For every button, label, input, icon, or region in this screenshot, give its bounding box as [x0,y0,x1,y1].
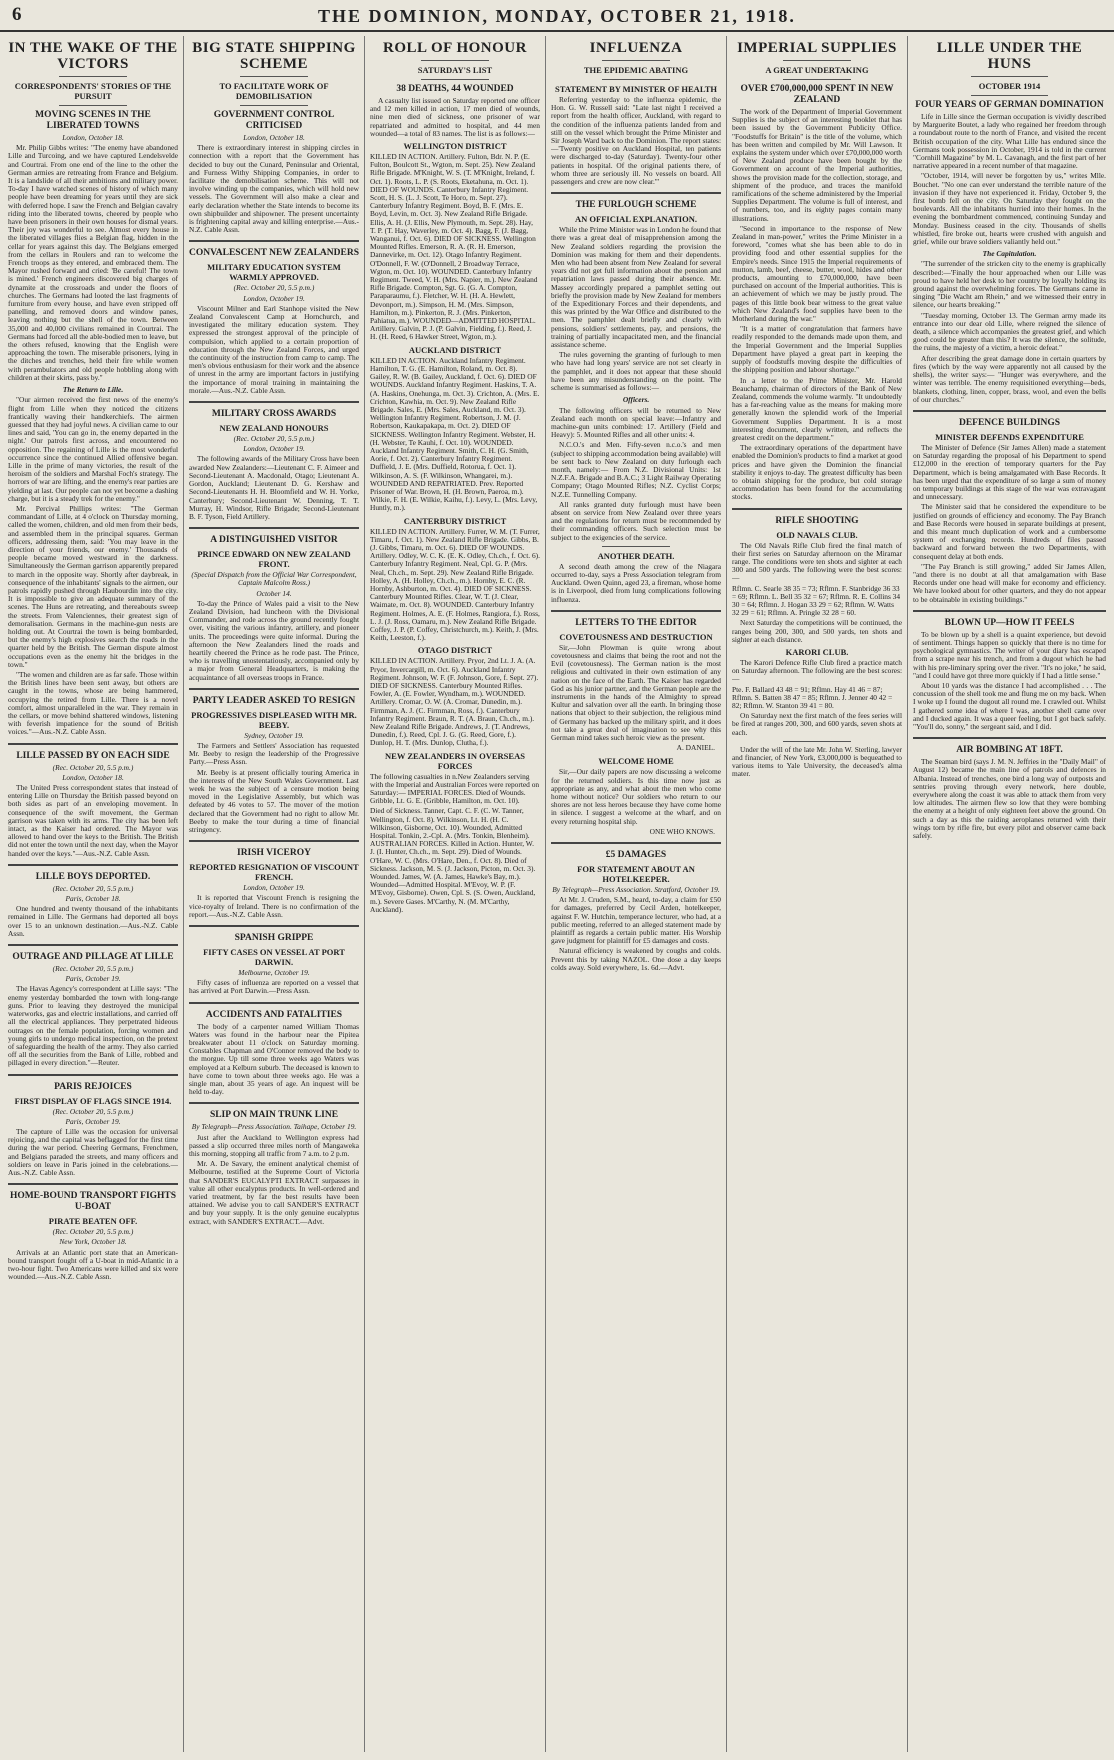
article-paragraph: To-day the Prince of Wales paid a visit to the New Zealand Division, had luncheon with the Divisional Commander, and rode across the ground recently fought over, visiting the various infantry, artillery, and pioneer units. The proceedings were quite informal. During the afternoon the New Zealanders lined the roads and heartily cheered the Prince as he rode past. The Prince, who is travelling unostentatiously, accompanied only by a major from General Headquarters, is making the acquaintance of all overseas troops in France. [189,598,359,682]
divider [8,743,178,745]
divider [971,95,1048,96]
page-number: 6 [12,4,22,25]
subheadline: FOR STATEMENT ABOUT AN HOTELKEEPER. [577,864,695,885]
article-paragraph: Referring yesterday to the influenza epidemic, the Hon. G. W. Russell said: "Late last night I received a report from the health officer, Auckland, with regard to the condition of the influenza patients landed from and still on the vessel which brought the Prime Minister and Sir Joseph Ward back to the Dominion. The report states:—'Twenty positive on Auckland Hospital, ten patients were discharged to-day (Saturday). Twenty-four other patients in hospital. Of the original patients there, of whom three are seriously ill. No vessels on board. All passengers and crew are now clear.'" [551,95,721,187]
dateline: London, October 19. [243,444,305,454]
article-paragraph: Next Saturday the competitions will be continued, the ranges being 200, 300, and 500 yards, ten shots and sighter at each distance. [732,618,902,644]
subheadline: FIRST DISPLAY OF FLAGS SINCE 1914. [14,1095,172,1106]
article-paragraph: Viscount Milner and Earl Stanhope visited the New Zealand Convalescent Camp at Hornchurch, and investigated the military education system. They expressed the strongest approval of the principle of compulsion, which applied to a certain proportion of education through the New Zealand Forces, and urged the continuity of the instruction from camp to camp. The men's obvious enthusiasm for their work and the absence of unrest in the army are important factors in justifying the importance of moral training in maintaining the morale.—Aus.-N.Z. Cable Assn. [189,303,359,395]
column-1 [8,36,178,1752]
headline: LETTERS TO THE EDITOR [575,617,697,628]
dateline: Paris, October 18. [65,894,121,904]
headline: BIG STATE SHIPPING SCHEME [192,40,356,72]
article-paragraph: The rules governing the granting of furlough to men who have had long years' service are not set clearly in the pamphlet, and it does not appear that these should have been any misunderstanding on the point. The scheme is summarised as follows:— [551,350,721,393]
article-paragraph: "It is a matter of congratulation that farmers have readily responded to the demands made upon them, and the Imperial Government and the Imperial Supplies Department have played a great part in keeping the supply of foodstuffs moving despite the difficulties of the shipping position and labour shortage." [732,324,902,375]
article-paragraph: All ranks granted duty furlough must have been absent on service from New Zealand over three years and the regulations for return must be recommended by their commanding officers. Such selection must be subject to the exigencies of the service. [551,499,721,542]
headline: PARTY LEADER ASKED TO RESIGN [192,695,356,706]
divider [240,105,308,106]
article-paragraph: "The women and children are as far safe. Those within the British lines have been sent away, but others are caught in the towns, whose are being hammered, occupying the retired from Lille. There is a novel comfort, almost unparalleled in the war. They remain in the cellars, or move behind shattered windows, listening with feverish impatience for the sound of British voices."—Aus.-N.Z. Cable Assn. [8,670,178,737]
divider [8,1183,178,1185]
divider [189,527,359,529]
divider [913,737,1106,739]
article-paragraph: The following awards of the Military Cross have been awarded New Zealanders:—Lieutenant C. F. Aimeer and Second-Lieutenant A. Macdonald, Otago; Lieutenant A. Gordon, Auckland; Lieutenant D. G. Kershaw and Second-Lieutenants H. H. Bloomfield and W. H. Yorke, Canterbury; Second-Lieutenant W. Denning, T. T. Murray, H. Windsor, Rifle Brigade; Second-Lieutenant B. F. Tyson, Field Artillery. [189,454,359,521]
subheadline: NEW ZEALAND HONOURS [219,423,329,434]
divider [602,60,670,61]
article-paragraph: A second death among the crew of the Niagara occurred to-day, says a Press Association telegram from Auckland. Owen Quinn, aged 23, a fireman, whose home is in Liverpool, died from lung complications following influenza. [551,561,721,604]
score-list: Pte. F. Ballard 43 48 = 91; Rflmn. Hay 41 46 = 87; Rflmn. S. Batten 38 47 = 85; Rflmn. J. Jenner 40 42 = 82; Rflmn. W. Stanton 39 41 = 80. [732,684,893,710]
divider [732,508,902,510]
section-subhead: The Return to Lille. [62,385,124,395]
subheadline: STATEMENT BY MINISTER OF HEALTH [554,84,717,94]
divider [971,76,1048,77]
divider [240,76,308,77]
article-paragraph: Mr. Philip Gibbs writes: "The enemy have abandoned Lille and Turcoing, and we have captured Lendelsvelde and Courtrai. From one end of the line to the other the German armies are retreating from France and Belgium. It is a landslide of all their ambitions and military power. To-day I have watched scenes of history of which many people have been dreaming for years until they are sick with deferred hope. I saw the French and Belgian cavalry riding into the liberated towns, cheered by people who have been prisoners in their own houses for dismal years. Their joy was wonderful to see. Almost every house in the liberated villages flies a Belgian flag, hidden in the cellar for years against this day. The Belgians emerged from the cellars in Roulers and ran to welcome the French troops as they entered, and embraced them. The Mayor rushed forward and cried: 'Be careful! The town is mined.' French engineers discovered big charges of dynamite at the crossroads and under the floors of churches. The Germans had looted the last fragments of furniture from every house, and have even stripped off panelling, and removed doors and window panes, leaving nothing but the shell of the town. Between 35,000 and 40,000 civilians remained in Courtrai. The Germans had forced all the able-bodied men to leave, but the others refused, knowing that the English were approaching the town. The miserable prisoners, lying in the ditches and trenches, held their fire while women with perambulators and old people hobbling along with children at their skirts, pass by." [8,143,178,382]
divider [189,1102,359,1104]
column-6 [913,36,1106,1752]
article-paragraph: To be blown up by a shell is a quaint experience, but devoid of sentiment. Things happen so quickly that there is no time for psychological gymnastics. The writer of your diary has escaped from a scrape near his trench, and from a dugout which he had with his pre-liminary spring over the river. "It's no joke," he said, "and I could have got three more quickly if I had a little sense." [913,629,1106,680]
divider [421,60,489,61]
article-paragraph: There is extraordinary interest in shipping circles in connection with a report that the Government has decided to buy out the Cunard, Peninsular and Oriental, and Furness Withy Shipping Companies, in order to facilitate the demobilisation scheme. This will not involve winding up the companies, which will hold new vessels. The Government will also make a clear and early declaration whether the State intends to become its own shipbuilder and shipowner. The present uncertainty is frightening capital away and killing enterprise.—Aus.-N.Z. Cable Assn. [189,143,359,235]
subheadline: A GREAT UNDERTAKING [765,65,869,75]
subheadline: FIFTY CASES ON VESSEL AT PORT DARWIN. [203,947,345,967]
article-paragraph: Under the will of the late Mr. John W. Sterling, lawyer and financier, of New York, £3,000,000 is bequeathed to various items to Yale University, the deceased's alma mater. [732,744,902,779]
headline: INFLUENZA [589,40,683,56]
dateline: London, October 18. [62,133,124,142]
headline: £5 DAMAGES [605,850,667,861]
subheadline: 38 DEATHS, 44 WOUNDED [396,84,514,94]
divider [602,546,670,547]
divider [189,1002,359,1004]
headline: LILLE UNDER THE HUNS [936,40,1083,72]
article-paragraph: The work of the Department of Imperial Government Supplies is the subject of an interesting booklet that has been issued by the Government Publicity Office. "Foodstuffs for Britain" is the title of the volume, which has been written and compiled by Mr. Will Lawson. It explains the system under which over £70,000,000 worth of New Zealand produce have been bought by the Government on account of the Imperial authorities, shows the provision made for the collection, storage, and shipment of the produce, and traces the manifold ramifications of the scheme administered by the Imperial Supplies Department. The volume is full of interest, and of numbers, too, and its eighty pages contain many illustrations. [732,107,902,223]
article-paragraph: The United Press correspondent states that instead of entering Lille on Thursday the British passed beyond on both sides as part of an enveloping movement. In consequence of the swift movement, the German garrison was taken with its arms. The city has been left intact, as the Kaiser had ordered. The Mayor was allowed to hand over the keys to the British. The British did not enter the town until the next day, when the Mayor handed over the keys."—Aus.-N.Z. Cable Assn. [8,783,178,858]
divider [8,944,178,946]
headline: THE FURLOUGH SCHEME [575,200,697,211]
dateline: By Telegraph—Press Association. Taihape, October 19. [191,1122,357,1132]
letter-signature: A. DANIEL. [676,743,715,753]
headline: ANOTHER DEATH. [597,550,675,561]
subheadline: PRINCE EDWARD ON NEW ZEALAND FRONT. [197,549,351,570]
subheadline: PROGRESSIVES DISPLEASED WITH MR. BEEBY. [191,709,357,730]
section-subhead: The Capitulation. [982,249,1037,259]
article-paragraph: N.C.O.'s and Men. Fifty-seven n.c.o.'s and men (subject to shipping accommodation being available) will be sent back to New Zealand on duty furlough each month, namely:— From N.Z. Divisional Units: 1st N.Z.F.A. Brigade and B.A.C.; 3 Light Railway Operating Company; Otago Mounted Rifles; N.Z. Cyclist Corps; N.Z.E. Tunnelling Company. [551,440,721,499]
dateline: (Rec. October 20, 5.5 p.m.) [52,1227,134,1237]
dateline: London, October 19. [243,293,305,303]
subheadline: OCTOBER 1914 [978,81,1041,91]
article-paragraph: In a letter to the Prime Minister, Mr. Harold Beauchamp, chairman of directors of the Bank of New Zealand, commends the volume warmly. "It undoubtedly has a far-reaching value as the means for making more generally known the splendid work of the Imperial Government Supplies Department. It is a most interesting document, clearly written, and reflects the greatest credit on the department." [732,375,902,442]
district-heading: CANTERBURY DISTRICT [403,515,507,526]
divider [189,401,359,403]
article-paragraph: It is reported that Viscount French is resigning the vice-royalty of Ireland. There is no confirmation of the report.—Aus.-N.Z. Cable Assn. [189,893,359,919]
article-paragraph: The capture of Lille was the occasion for universal rejoicing, and the capital was beflagged for the first time during the war period. Cheering Germans, Frenchmen, and Belgians paraded the streets, and many officers and soldiers on leave in Paris joined in the celebrations.—Aus.-N.Z. Cable Assn. [8,1126,178,1177]
article-paragraph: While the Prime Minister was in London he found that there was a great deal of misapprehension among the New Zealand soldiers regarding the provision the Dominion was making for them and their dependents. Men who had been absent from New Zealand for several years did not get full information about the pension and repatriation laws passed during their absence. Mr. Massey accordingly prepared a pamphlet setting out briefly the provision made by New Zealand for members of the Expeditionary Forces and their dependents, and this was printed by the War Office and distributed to the men. The pamphlet dealt briefly and clearly with pensions, soldiers' settlements, pay, and pensions, the training of partially incapacitated men, and the financial assistance scheme. [551,225,721,350]
dateline: London, October 19. [243,883,305,893]
headline: ROLL OF HONOUR [383,40,527,56]
subheadline: KARORI CLUB. [785,646,849,657]
headline: HOME-BOUND TRANSPORT FIGHTS U-BOAT [9,1191,177,1213]
column-4 [551,36,721,1752]
divider [189,925,359,927]
subheadline: MINISTER DEFENDS EXPENDITURE [935,431,1084,442]
article-paragraph: Fifty cases of influenza are reported on a vessel that has arrived at Port Darwin.—Press Assn. [189,978,359,996]
district-heading: NEW ZEALANDERS IN OVERSEAS FORCES [385,750,525,771]
article-paragraph: On Saturday next the first match of the fees series will be fired at ranges 200, 300, and 600 yards, seven shots at each. [732,711,902,737]
divider [421,79,489,80]
article-paragraph: "Second in importance to the response of New Zealand in man-power," writes the Prime Minister in a foreword, "comes what she has been able to do in providing food and other essential supplies for the Empire's needs. Since 1915 the Imperial requirements of mutton, lamb, beef, cheese, butter, wool, hides and other products, amounting to £70,000,000, have been purchased on account of the Imperial authorities. This is an achievement of which we may be justly proud. The pages of this little book bear witness to the great value which New Zealand's food supplies have been to the Motherland during the war." [732,223,902,324]
dateline: (Rec. October 20, 5.5 p.m.) [233,283,315,293]
dateline: (Rec. October 20, 5.5 p.m.) [52,762,134,772]
column-rule [364,36,365,1752]
divider [783,79,851,80]
casualty-list: KILLED IN ACTION. Artillery. Pryor, 2nd Lt. J. A. (A. Pryor, Invercargill, m. Oct. 6). Auckland Infantry Regiment. Johnson, W. F. (F. Johnson, Gore, f. Sept. 27). DIED OF SICKNESS. Canterbury Mounted Rifles. Fowler, A. (E. Fowler, Wyndham, m.). WOUNDED. Artillery. Cromar, O. W. (A. Cromar, Dunedin, m.). Firmman, A. J. (C. Firmman, Ross, f.). Canterbury Infantry Regiment. Braun, R. T. (A. Braun, Ch.ch., m.). New Zealand Rifle Brigade. Andrews, J. (T. Andrews, Dunedin, f.). Reed, Cpl. J. G. (G. Reed, Gore, f.). Dunlop, H. T. (Mrs. Dunlop, Clutha, f.). [370,656,539,748]
divider [913,410,1106,412]
headline: OUTRAGE AND PILLAGE AT LILLE [12,952,174,963]
column-rule [726,36,727,1752]
subheadline: FOUR YEARS OF GERMAN DOMINATION [915,100,1104,110]
subheadline: OVER £700,000,000 SPENT IN NEW ZEALAND [740,84,894,105]
article-paragraph: After describing the great damage done in certain quarters by fires (which by the way were apparently not all caused by the shells), the writer says:— "Hunger was everywhere, and the winter was terrible. The enemy requisitioned everything—beds, blankets, clothing, linen, copper, brass, wool, and even the bells of our churches." [913,353,1106,404]
subheadline: GOVERNMENT CONTROL CRITICISED [213,110,335,131]
dateline: (Special Dispatch from the Official War Correspondent, Captain Malcolm Ross.) [191,570,357,588]
article-paragraph: The body of a carpenter named William Thomas Waters was found in the harbour near the Pipitea breakwater about 11 o'clock on Saturday morning. Constables Chapman and O'Connor removed the body to the morgue. Up till some three weeks ago Waters was employed at a Kelburn suburb. The deceased is known to have come to town about three weeks ago. He was a single man, about 35 years of age. An inquest will be held to-day. [189,1021,359,1097]
casualty-list: The following casualties in n.New Zealanders serving with the Imperial and Australian Forces were reported on Saturday:— IMPERIAL FORCES. Died of Wounds. Gribble, Lt. G. E. (Gribble, Hamilton, m. Oct. 10). [370,771,540,806]
district-heading: AUCKLAND DISTRICT [408,344,502,355]
column-3 [370,36,540,1752]
divider [189,840,359,842]
article-paragraph: Life in Lille since the German occupation is vividly described by Marguerite Boutet, a lady who regained her freedom through a roundabout route to the north of France, and visited the recent British occupation of the city. What Lille has endured since the Germans took possession in October, 1914 is told in the current "Cornhill Magazine" by M. L. Cavanagh, and the first part of her narrative appeared in a recent number of that magazine. [913,112,1106,171]
article-paragraph: "The Pay Branch is still growing," added Sir James Allen, "and there is no doubt at all that amalgamation with Base Records under one head will make for economy and efficiency. We have looked about for other quarters, and they do not appear to be obtainable in existing buildings." [913,561,1106,604]
divider [551,842,721,844]
article-paragraph: The Karori Defence Rifle Club fired a practice match on Saturday afternoon. The following are the best scores:— [732,657,902,684]
divider [551,610,721,612]
headline: SPANISH GRIPPE [234,933,314,943]
dateline: Sydney, October 19. [244,730,304,740]
headline: PARIS REJOICES [54,1081,132,1092]
district-heading: WELLINGTON DISTRICT [403,141,507,152]
headline: AIR BOMBING AT 18FT. [956,745,1063,756]
divider [8,864,178,866]
subheadline: MOVING SCENES IN THE LIBERATED TOWNS [35,110,151,131]
subheadline: REPORTED RESIGNATION OF VISCOUNT FRENCH. [189,862,359,883]
article-paragraph: A casualty list issued on Saturday reported one officer and 12 men killed in action, 17 men died of wounds, nine men died of sickness, one prisoner of war repatriated and admitted to hospital, and 44 men wounded—a total of 83 names. The list is as follows:— [370,96,540,138]
column-rule [183,36,184,1752]
casualty-list: KILLED IN ACTION. Auckland Infantry Regiment. Hamilton, T. G. (E. Hamilton, Roland, m. Oct. 8). Gailey, R. W. (B. Gailey, Auckland, f. Oct. 6). DIED OF WOUNDS. Auckland Infantry Regiment. Haskins, T. A. (A. Haskins, Onehunga, m. Oct. 3). Crichton, A. (Mrs. E. Crichton, Kawhia, m. Oct. 9). New Zealand Rifle Brigade. Sales, E. (Mrs. Sales, Auckland, m. Oct. 3). Wellington Infantry Regiment. Robertson, J. M. (J. Robertson, Kaukapakapa, m. Oct. 2). DIED OF SICKNESS. Wellington Infantry Regiment. Webster, H. (H. Webster, Te Kauhi, f. Oct. 10). WOUNDED. Auckland Infantry Regiment. Smith, C. H. (G. Smith, Aorie, f. Oct. 2). Canterbury Infantry Regiment. Duffield, J. E. (Mrs. Duffield, Rotorua, f. Oct. 1). Wilkinson, A. S. (F. Wilkinson, Whangarei, m.). WOUNDED AND REPATRIATED. Prev. Reported Prisoner of War. Brown, H. (H. Brown, Paeroa, m.). Wilkie, F. H. (E. Wilkie, Kaihu, f.). Levy, L. (Mrs. Levy, Huntly, m.). [370,355,540,513]
dateline: London, October 18. [243,133,305,142]
headline: IN THE WAKE OF THE VICTORS [8,40,178,72]
divider [551,192,721,194]
headline: LILLE PASSED BY ON EACH SIDE [16,750,170,761]
letter-paragraph: Sir,—John Plowman is quite wrong about covetousness and claims that being the root and not the Evil (covetousness). The German nation is the most religious and cultivated in their own estimation of any nation on the face of the Earth. The Kaiser has regarded God as his junior partner, and the German people are the instruments in the hands of the Almighty to spread Kultur and salvation over all the earth. In bringing those nations that object to their subjection, the religious mind of Germany has backed up the military spirit, and it does not take a great deal of imagination to see why this German mind takes such heroic view as the present. [551,642,721,742]
dateline: (Rec. October 20, 5.5 p.m.) [52,1106,134,1116]
headline: RIFLE SHOOTING [775,515,859,526]
headline: IMPERIAL SUPPLIES [737,40,897,56]
subheadline: OLD NAVALS CLUB. [776,529,858,540]
section-subhead: Officers. [622,395,650,405]
subheadline: THE EPIDEMIC ABATING [583,65,689,75]
casualty-list: KILLED IN ACTION. Artillery. Furrer, W. M. (T. Furrer, Timaru, f. Oct. 1). New Zealand Rifle Brigade. Gibbs, B. (J. Gibbs, Timaru, m. Oct. 6). DIED OF WOUNDS. Artillery. Odley, W. C. K. (E. K. Odley, Ch.ch., f. Oct. 6). Canterbury Infantry Regiment. Neal, Cpl. G. P. (Mrs. Neal, Ch.ch., m. Sept. 29). New Zealand Rifle Brigade. Holley, A. (H. Holley, Ch.ch., m.). Hornby, E. C. (R. Hornby, Ashburton, m. Oct. 4). DIED OF SICKNESS. Canterbury Mounted Rifles. Clear, W. T. (J. Clear, Waimate, m. Oct. 8). WOUNDED. Canterbury Infantry Regiment. Holmes, A. E. (F. Holmes, Rangiora, f.). Ross, L. J. (J. Ross, Oamaru, m.). New Zealand Rifle Brigade. Coffey, J. P. (P. Coffey, Christchurch, m.). Keith, J. (Mrs. Keith, Leeston, f.). [370,526,540,643]
dateline: Melbourne, October 19. [238,968,310,977]
article-paragraph: "The surrender of the stricken city to the enemy is graphically described:—'Finally the hour approached when our Lille was proud to have held her desk to her country by loyally holding its ground against the overwhelming forces. The Germans came in singing "Die Wacht am Rhein," and we witnessed their entry in silence, our hearts breaking.'" [913,259,1106,310]
paper-title: THE DOMINION, MONDAY, OCTOBER 21, 1918. [318,6,796,26]
article-paragraph: Mr. Percival Phillips writes: "The German commandant of Lille, at 4 o'clock on Thursday morning, called the women, children, and old men from their beds, and assembled them in the principal squares. German officers, addressing them, said: 'You may leave in the direction of your friends, our enemy.' Thousands of people became moved westward in the darkness. Simultaneously the German garrison apparently prepared to march in the opposite way. Shortly after daybreak, in consequence of the inhabitants' signals to the airmen, our patrols rapidly pushed through Haubourdin into the city. It is impossible to give an adequate summary of the scenes. The Huns are retreating, and thereabouts sweep the streets. From Valenciennes, their greatest sign of demoralisation. Germans in the machine-gun nests are holding out. At Courtrai the town is being bombarded, but the enemy's high explosives search the roads in the quarter held by the British. The German dispute almost occupations even as the enemy hit the bridges in the town." [8,503,178,669]
dateline: London, October 18. [62,772,124,782]
column-rule [545,36,546,1752]
article-paragraph: The Old Navals Rifle Club fired the final match of their first series on Saturday afternoon on the Miramar range. The conditions were ten shots and sighter at each 300 and 500 yards. The following were the best scores:— [732,540,902,583]
casualty-list: KILLED IN ACTION. Artillery. Fulton, Bdr. N. P. (E. Fulton, Boulcott St., Wgton, m. Sept. 25). New Zealand Rifle Brigade. M'Knight, W. S. (T. M'Knight, Ireland, f. Oct. 1). Roots, L. P. (S. Roots, Eketahuna, m. Oct. 1). DIED OF WOUNDS. Canterbury Infantry Regiment. Scott, H. S. (L. J. Scott, Te Horo, m. Sept. 27). Canterbury Infantry Regiment. Boyd, B. F. (Mrs. E. Boyd, Levin, m. Oct. 3). New Zealand Rifle Brigade. Ellis, A. H. (J. Ellis, New Plymouth, m. Sept. 28). Hay, T. P. (T. Hay, Waverley, m. Oct. 4). Bagg, F. (J. Bagg, Wanganui, f. Oct. 6). DIED OF SICKNESS. Wellington Mounted Rifles. Emerson, R. A. (R. H. Emerson, Dannevirke, m. Oct. 12). Otago Infantry Regiment. O'Donnell, F. W. (O'Donnell, 2 Broadway Terrace, Wgton, m. Oct. 10). WOUNDED. Canterbury Infantry Regiment. Tweed, V. H. (Mrs. Napier, m.). New Zealand Rifle Brigade. Compton, Sgt. G. (G. A. Compton, Paraparaumu, f.). Fletcher, W. H. (H. A. Hewlett, Devonport, m.). Simpson, H. M. (Mrs. Simpson, Hamilton, m.). Pinkerton, R. J. (Mrs. Pinkerton, Pahiatua, m.). WOUNDED—ADMITTED HOSPITAL. Artillery. Galvin, P. J. (P. Galvin, Fielding, f.). Reed, J. H. (H. Reed, 6 Hawker Street, Wgton, m.). [370,152,538,342]
divider [783,741,851,742]
advertisement: Mr. A. De Savary, the eminent analytical chemist of Melbourne, testified at the Supreme Court of Victoria that SANDER'S EUCALYPTI EXTRACT surpasses in value all other eucalyptus products. In well-ordered and varied treatment, by far the best results have been attained. We advise you to call SANDER'S EXTRACT and buy your supply. It is the only genuine eucalyptus extract, with SANDER'S EXTRACT.—Advt. [189,1159,359,1226]
dateline: Paris, October 19. [65,1116,121,1126]
dateline: New York, October 18. [59,1237,127,1247]
column-5 [732,36,902,1752]
headline: ACCIDENTS AND FATALITIES [205,1009,343,1020]
headline: MILITARY CROSS AWARDS [211,409,337,420]
article-paragraph: The extraordinary operations of the department have enabled the Dominion's products to find a market at good prices and have given the Dominion the financial stability it enjoys to-day. The greatest difficulty has been to obtain shipping for the produce, but cold storage accommodation has been found for the accumulating stocks. [732,443,902,502]
article-paragraph: The Havas Agency's correspondent at Lille says: "The enemy yesterday bombarded the town with long-range guns. Prior to leaving they destroyed the municipal waterworks, gas and electric installations, and carried off all the electrical appliances. They perpetrated hideous outrages on the female population, forcing women and young girls to undergo medical inspection, on the pretext of safeguarding the health of the army. They also carried off all the securities from the Bank of Lille, robbed and pillaged in every direction."—Reuter. [8,984,178,1068]
subheadline: COVETOUSNESS AND DESTRUCTION [559,631,713,642]
letter-paragraph: Sir,—Our daily papers are now discussing a welcome for the returned soldiers. Is this time now just as appropriate as any, and what about the men who come home without notice? Our soldiers who return to our shores are not less heroes because they have come home in silence. I suggest a welcome at the wharf, and on every returning hospital ship. [551,767,721,826]
article-paragraph: At Mr. J. Cruden, S.M., heard, to-day, a claim for £50 for damages, preferred by Cecil Arden, hotelkeeper, against F. W. Hutchin, temperance lecturer, who had, at a public meeting, referred to an alleged statement made by plaintiff as regards a certain public matter. His Worship gave judgment for plaintiff for £5 damages and costs. [551,895,721,946]
advertisement: Natural efficiency is weakened by coughs and colds. Prevent this by taking NAZOL. One dose a day keeps colds away. Sold everywhere, 1s. 6d.—Advt. [551,946,721,972]
article-paragraph: Arrivals at an Atlantic port state that an American-bound transport fought off a U-boat in mid-Atlantic in a two-hour fight. Two Americans were killed and six were wounded.—Aus.-N.Z. Cable Assn. [8,1247,178,1282]
divider [59,105,127,106]
article-paragraph: "October, 1914, will never be forgotten by us," writes Mlle. Bouchet. "No one can ever understand the terrible nature of the invasion if they have not experienced it. Friday, October 9, the first bomb fell on the city. On Saturday they fought on the boulevards. All the inhabitants hurried into their homes. In the evening the bombardment commenced, continuing Sunday and Monday. Business ceased in the city. Thousands of shells whistled, fire broke out, hearts were crushed with anguish and grief, while our brave soldiers valiantly held out." [913,171,1106,247]
subheadline: SATURDAY'S LIST [417,65,493,75]
divider [8,1074,178,1076]
dateline: (Rec. October 20, 5.5 p.m.) [52,883,134,893]
article-paragraph: "Tuesday morning, October 13. The German army made its entrance into our dear old Lille, where reigned the silence of death, a silence which accompanies the greatest grief, and which good could be greater than this? It was the silence, the solitude, the ruins, the majesty of a victim, a heroic defeat." [913,310,1106,353]
headline: DEFENCE BUILDINGS [958,417,1061,428]
divider [783,60,851,61]
dateline: October 14. [256,588,292,598]
headline: A DISTINGUISHED VISITOR [210,535,338,546]
divider [602,79,670,80]
subheadline: TO FACILITATE WORK OF DEMOBILISATION [219,81,329,101]
headline: CONVALESCENT NEW ZEALANDERS [189,248,359,259]
headline: IRISH VICEROY [237,848,311,859]
letter-signature: ONE WHO KNOWS. [649,826,715,836]
article-paragraph: The Farmers and Settlers' Association has requested Mr. Beeby to resign the leadership of the Progressive Party.—Press Assn. [189,740,359,767]
subheadline: CORRESPONDENTS' STORIES OF THE PURSUIT [14,81,172,101]
article-paragraph: The following officers will be returned to New Zealand each month on special leave:—Infantry and machine-gun units combined: 17. Artillery (Field and Heavy): 5. Mounted Rifles and all other units: 4. [551,405,721,440]
score-list: Rflmn. C. Searle 38 35 = 73; Rflmn. F. Stanbridge 36 33 = 69; Rflmn. L. Bell 35 32 = 67; Rflmn. R. E. Collins 34 30 = 64; Rflmn. J. Hogan 33 29 = 62; Rflmn. W. Watts 32 29 = 61; Rflmn. A. Pringle 32 28 = 60. [732,583,901,618]
article-paragraph: Mr. Beeby is at present officially touring America in the interests of the New South Wales Government. Last week he was the subject of a censure motion being moved in the Legislative Assembly, but which was defeated by 46 votes to 57. The mover of the motion declared that the Government had no right to allow Mr. Beeby to make the tour during a time of financial stringency. [189,767,359,834]
headline: LILLE BOYS DEPORTED. [35,871,151,882]
article-paragraph: Just after the Auckland to Wellington express had passed a slip occurred three miles north of Mangaweka this morning, stopping all traffic from 7 a.m. to 2 p.m. [189,1132,359,1159]
masthead [0,0,1114,32]
subheadline: AN OFFICIAL EXPLANATION. [575,214,697,225]
divider [913,610,1106,612]
divider [189,240,359,242]
divider [59,76,127,77]
article-paragraph: The Seaman bird (says J. M. N. Jeffries in the "Daily Mail" of August 12) became the main line of patrols and defences in Albania. Instead of trenches, one bird a long way of outposts and sentries proving through every network, here double, everywhere along the coast it was able to attack them from very low altitudes. The airmen flew so low that they were bombing the enemy at a height of only eighteen feet above the ground. On such a day as this the raiding aeroplanes returned with their wings torn by rifle fire, but every pilot and observer came back safely. [913,757,1106,841]
article-paragraph: One hundred and twenty thousand of the inhabitants remained in Lille. The Germans had deported all boys over 15 to an unknown destination.—Aus.-N.Z. Cable Assn. [8,904,178,938]
subheadline: PIRATE BEATEN OFF. [48,1216,138,1227]
article-paragraph: The Minister said that he considered the expenditure to be justified on grounds of efficiency and economy. The Pay Branch and Base Records were housed in separate buildings at present, and this meant much duplication of work and a cumbersome system of exchanging records. Hundreds of files passed backward and forward between the two Departments, with consequent delay at both ends. [913,502,1106,561]
dateline: (Rec. October 20, 5.5 p.m.) [52,964,134,974]
subheadline: MILITARY EDUCATION SYSTEM WARMLY APPROVED. [207,262,341,283]
article-paragraph: The Minister of Defence (Sir James Allen) made a statement on Saturday regarding the proposal of his Department to spend £12,000 in the erection of temporary quarters for the Pay Department, which is being amalgamated with Base Records. It has been urged that the expenditure of so large a sum of money on temporary buildings at this stage of the war was extravagant and unnecessary. [913,442,1106,502]
column-rule [907,36,908,1752]
headline: SLIP ON MAIN TRUNK LINE [209,1110,339,1121]
article-paragraph: "Our airmen received the first news of the enemy's flight from Lille when they noticed the citizens frantically waving their handkerchiefs. The airmen guessed that they had joyful news. A civilian came to our lines and said, 'You can go in, the enemy departed in the night.' Our patrols first across, and encountered no opposition. The regaining of Lille is the most wonderful occurrence since the continued Allied offensive began. Lille in the prime of many victories, the result of the heroism of the soldiers and Marshal Foch's strategy. The horrors of war are lifting, and the enemy's rear parties are yielding at last. Our people can not yet become a dashing charge, but it is a steady trek for the enemy." [8,395,178,503]
headline: BLOWN UP—HOW IT FEELS [944,617,1075,628]
dateline: Paris, October 19. [65,974,121,984]
district-heading: OTAGO DISTRICT [417,645,493,656]
subheadline: WELCOME HOME [598,756,674,767]
column-2 [189,36,359,1752]
dateline: (Rec. October 20, 5.5 p.m.) [233,434,315,444]
dateline: By Telegraph—Press Association. Stratford, October 19. [552,885,720,895]
casualty-list: Died of Sickness. Tanner, Capt. C. F. (C. W. Tanner, Wellington, f. Oct. 8). Wilkinson, Lt. H. (H. C. Wilkinson, Gisborne, Oct. 10). Wounded, Admitted Hospital. Tonkin, 2.-Cpl. A. (Mrs. Tonkin, Blenheim). AUSTRALIAN FORCES. Killed in Action. Hunter, W. J. (I. Hunter, Ch.ch., m. Sept. 29). Died of Wounds. O'Hare, W. C. (Mrs. O'Hare, Den., f. Oct. 8). Died of Sickness. Jackson, M. S. (J. Jackson, Picton, m. Oct. 3). Wounded. James, W. (A. James, Hawke's Bay, m.). Wounded—Admitted Hospital. M'Evoy, W. P. (F. M'Evoy, Gisborne). Owen, Cpl. S. (S. Owen, Auckland, m.). Severe Gases. M'Carthy, N. (M. M'Carthy, Auckland). [370,806,536,914]
article-paragraph: About 10 yards was the distance I had accomplished . . . The concussion of the shell took me and flung me on my back. When I woke up I found the dugout all round me. I crawled out. Whilst I gathered some idea of where I was, another shell came over and I ducked again. It was a queer feeling, but I got back safely. "You'll do, sonny," the sergeant said, and I did. [913,680,1106,731]
divider [189,688,359,690]
